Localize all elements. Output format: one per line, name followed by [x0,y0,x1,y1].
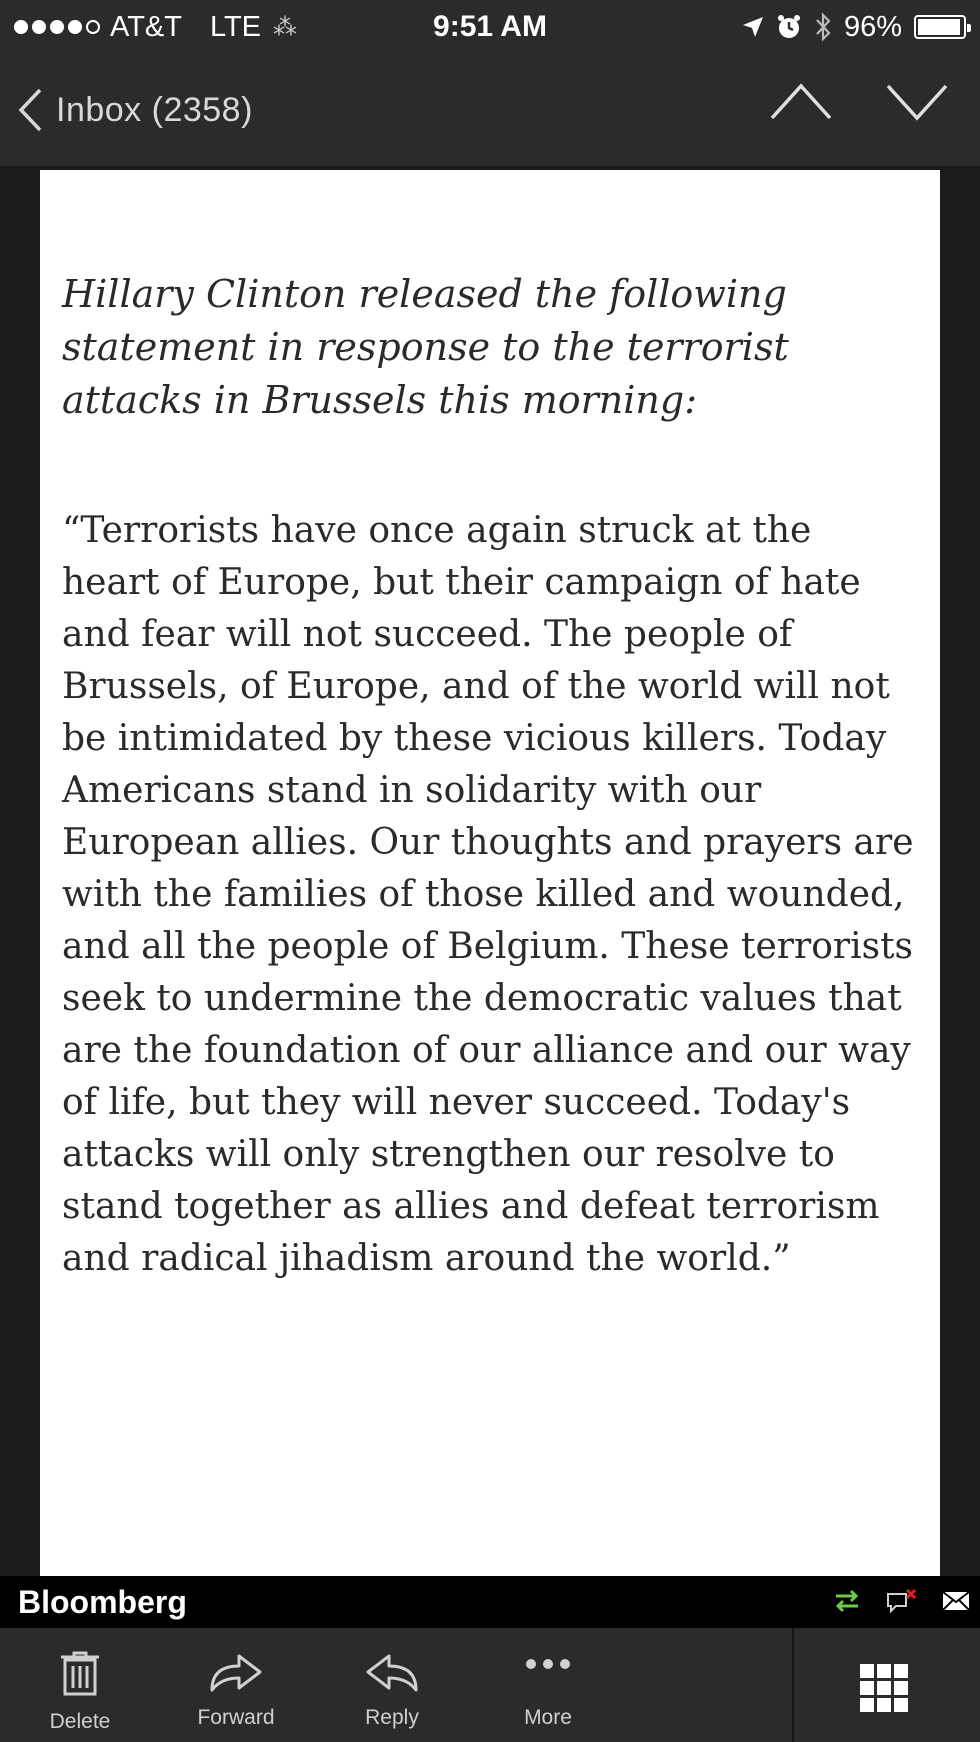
nav-bar [0,54,980,166]
message-quote: “Terrorists have once again struck at the heart of Europe, but their campaign of hate and fear will not succeed. The people of Brussels, of Europe, and of the world will not be intimidated by these vicious killers. Today Americans stand in solidarity with our European allies. Our thoughts and prayers are with the families of those killed and wounded, and all the people of Belgium. These terrorists seek to undermine the democratic values that are the foundation of our alliance and our way of life, but they will never succeed. Today's attacks will only strengthen our resolve to stand together as allies and defeat terrorism and radical jihadism around the world.” [62,510,914,1279]
back-button-label: Inbox (2358) [56,90,253,129]
battery-icon [914,15,966,39]
chat-alert-icon[interactable] [886,1588,916,1614]
delete-button[interactable] [10,1628,150,1742]
chevron-up-icon [770,82,832,122]
battery-percent: 96% [843,10,902,43]
more-label: More [524,1706,572,1729]
message-intro: Hillary Clinton released the following statement in response to the terrorist attacks in Brussels this morning: [62,272,789,422]
brand-bar [0,1576,980,1628]
status-right [742,8,966,46]
toolbar-divider [792,1628,794,1742]
alarm-icon [776,14,802,40]
more-dots-icon [521,1650,575,1694]
app-grid-icon[interactable] [860,1664,908,1712]
activity-spinner-icon: ⁂ [273,13,298,41]
reply-arrow-icon [365,1650,419,1694]
forward-button[interactable] [166,1628,306,1742]
network-type: LTE [209,10,262,43]
brand-icons [834,1588,970,1614]
back-button[interactable] [18,80,253,140]
chevron-down-icon [886,82,948,122]
status-bar [0,0,980,54]
sync-icon[interactable] [834,1589,860,1613]
brand-name: Bloomberg [18,1584,187,1620]
chevron-left-icon [18,88,42,132]
status-time: 9:51 AM [433,10,547,43]
message-frame [0,166,980,1576]
message-body[interactable] [40,170,940,1576]
bottom-toolbar [0,1628,980,1742]
trash-icon [58,1650,102,1698]
reply-button[interactable] [322,1628,462,1742]
location-arrow-icon [742,16,764,38]
next-message-button[interactable] [886,82,956,132]
mail-icon[interactable] [942,1591,970,1611]
bluetooth-icon [814,12,832,42]
previous-message-button[interactable] [770,82,840,132]
forward-label: Forward [197,1706,275,1729]
reply-label: Reply [365,1706,419,1729]
forward-arrow-icon [209,1650,263,1694]
delete-label: Delete [49,1710,111,1733]
more-button[interactable] [478,1628,618,1742]
carrier-name: AT&T [110,10,182,43]
